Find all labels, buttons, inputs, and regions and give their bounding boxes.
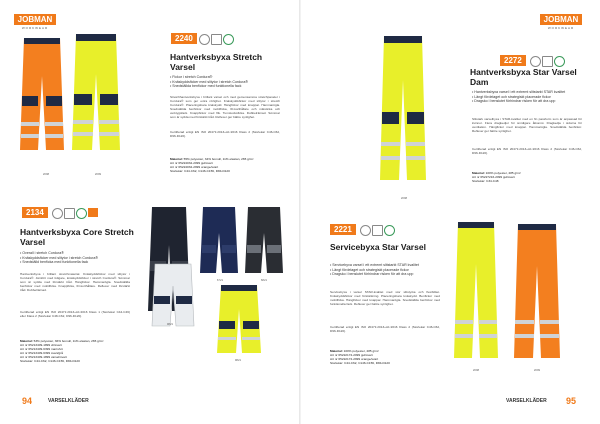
- article-line: Storlekar: C44-C62, C146-C156, D84-D120: [330, 360, 390, 365]
- product-title-2240: Hantverksbyxa Stretch Varsel: [170, 52, 263, 72]
- jobman-tagline-left: WORKWEAR: [21, 26, 49, 30]
- material-label: Material:: [330, 349, 343, 353]
- swedish-flag-icon: [88, 208, 98, 217]
- feature-item: • Overall i stretch Cordura®: [20, 251, 140, 256]
- product-spec-2134: [20, 340, 140, 363]
- page-number-left: 94: [22, 396, 33, 406]
- feature-list-2134: [20, 251, 140, 265]
- section-label-left: VARSELKLÄDER: [48, 398, 89, 404]
- material-label: Material:: [20, 339, 33, 343]
- certification-icon: [52, 208, 63, 219]
- caption-2221-b: 2099: [533, 368, 541, 372]
- product-description-2134: Hantverksbyxa i brillant stretchmaterial. Knäskyddsfickor med slitytor i Cordura®. Jämfört med tidigare, knäskyddsfickor i stretch Cordura®. Sömmar som är sydda med förstärkt tråd. Hängfickor. Hammarögla. Snedställda benfickor med mobilficka. Knappficka, ID-korthållare. Reflexer med förstärkt tråd. Dubbelrärnad.: [20, 272, 130, 292]
- article-line: Art nr 65213409-1899 varsel/svart: [20, 354, 67, 359]
- oeko-tex-icon: [76, 208, 87, 219]
- feature-item: • Dragsko i benslutet förhindrar risken för att dra upp: [472, 99, 584, 104]
- feature-list-2240: [170, 75, 290, 89]
- article-line: Art nr 65222172-2099 gul/svart: [330, 352, 373, 357]
- pants-yellow-2134-image: [215, 283, 263, 355]
- section-label-right: VARSELKLÄDER: [506, 398, 547, 404]
- certification-icon: [211, 34, 222, 45]
- feature-item: • Fickor i stretch Cordura®: [170, 75, 290, 80]
- material-value: 53% polyester, 36% bomull, 11% elastan, 265 g/m²: [33, 339, 104, 343]
- article-line: Art nr 65227216-2099 gul/svart: [472, 174, 515, 179]
- feature-item: • Längt fördelaget och strategiskt placerade fickor: [472, 95, 584, 100]
- certification-icon: [372, 225, 383, 236]
- pants-yellow-dam-image: [378, 34, 428, 184]
- jobman-logo-right: JOBMAN: [540, 14, 582, 25]
- pants-white-image: [150, 262, 196, 328]
- product-spec-2221: [330, 350, 442, 366]
- product-spec-2240: [170, 158, 290, 174]
- article-line: Art nr 65213409-1899 vit/svart: [20, 342, 62, 347]
- material-value: 100% polyester, 285 g/m²: [485, 171, 521, 175]
- pants-orange-service-image: [512, 222, 562, 362]
- certification-icon: [360, 225, 371, 236]
- jobman-tagline-right: WORKWEAR: [547, 26, 575, 30]
- article-line: Art nr 65213409-6399 svart/grå: [20, 350, 63, 355]
- product-title-2221: Servicebyxa Star Varsel: [330, 242, 426, 252]
- product-certification-2221: Certifierad enligt EN ISO 20471:2013+A1:2016 Klass 2 (Storlekar C46-C62, D96-D120).: [330, 325, 440, 333]
- page-number-right: 95: [566, 396, 577, 406]
- material-value: 100% polyester, 285 g/m²: [343, 349, 379, 353]
- product-title-2272: Hantverksbyxa Star Varsel Dam: [470, 67, 577, 87]
- oeko-tex-icon: [223, 34, 234, 45]
- feature-item: • Hantverksbyxa varsel i ett extremt slitstarkt STAR kvalitet: [472, 90, 584, 95]
- feature-list-2272: [472, 90, 584, 104]
- feature-item: • Längt fördelaget och strategiskt placerade fickor: [330, 268, 442, 273]
- article-line: Storlekar: C34-C48: [472, 178, 499, 183]
- article-line: Art nr 65224032-2099 gul/svart: [170, 160, 213, 165]
- product-certification-2272: Certifierad enligt EN ISO 20471:2013+A1:2016 Klass 2 (Storlekar C46-C62, D96-D120).: [472, 147, 582, 155]
- feature-item: • Knäskyddsficker med slitytor i stretch Cordura®: [20, 256, 140, 261]
- caption-2221-a: 2098: [472, 368, 480, 372]
- product-certification-2134: Certifierad enligt EN ISO 20471:2013+A1:2016 Klass 1 (Storlekar C44-C46) eller Klass 2 (Storlekar C48-C62, D96-D120).: [20, 310, 130, 318]
- feature-item: • Dragsko i benslutet förhindrar risken för att dra upp: [330, 272, 442, 277]
- product-description-2272: Slitstark varselbyxa i STAR-kvalitet med en fin passform som är anpassad för kvinnor. Flera dragkedjor för smidigare åtkomst. Dragkedja i sidorna för ventilation. Hängfickor med knappar. Hammarögla. Snedställda benfickor. Reflexer ger bättre synlighet.: [472, 117, 582, 133]
- product-title-2134: Hantverksbyxa Core Stretch Varsel: [20, 227, 134, 247]
- feature-item: • Servicebyxa varsel i ett extremt slitstarkt STAR kvalitet: [330, 263, 442, 268]
- oeko-tex-icon: [384, 225, 395, 236]
- article-line: Art nr 65213409-6399 marin/vit: [20, 346, 63, 351]
- feature-item: • Knäskyddsficker med slitytor i stretch Cordura®: [170, 80, 290, 85]
- pants-orange-image: [18, 36, 66, 154]
- certification-icon: [64, 208, 75, 219]
- product-code-badge-2134: 2134: [22, 207, 48, 218]
- feature-list-2221: [330, 263, 442, 277]
- product-code-badge-2272: 2272: [500, 55, 526, 66]
- certification-icon: [199, 34, 210, 45]
- certification-icon: [530, 56, 541, 67]
- product-description-2221: Servicebyxa i varsel STAR-kvalitet med stor slitstyrka och flexibilitet. Knäskyddsfickor med förstärkning. Placeringsbara knäskydd. Benfickor med mobilficka. Hängfickor med knappar. Hammarögla. Snedställda benfickor med funktionella fack. Reflexer ger bättre synlighet.: [330, 290, 440, 306]
- product-certification-2240: Certifierad enligt EN ISO 20471:2013+A1:2016 Klass 2 (Storlekar C46-C62, D96-D120).: [170, 130, 280, 138]
- pants-navy-image: [198, 205, 240, 275]
- caption-2272-a: 2098: [400, 196, 408, 200]
- caption-2134-a: 9821: [166, 322, 174, 326]
- material-label: Material:: [472, 171, 485, 175]
- page-fold: [299, 0, 301, 424]
- certification-icon: [542, 56, 553, 67]
- material-label: Material:: [170, 157, 183, 161]
- pants-yellow-service-image: [452, 220, 500, 362]
- article-line: Storlekar: C44-C62, C146-C156, D84-D120: [170, 168, 230, 173]
- caption-2134-c: 6821: [260, 278, 268, 282]
- jobman-logo-left: JOBMAN: [14, 14, 56, 25]
- caption-2240-a: 2098: [42, 172, 50, 176]
- feature-item: • Snedställd benficka med funktionella fack: [20, 260, 140, 265]
- pants-yellow-image: [70, 32, 122, 154]
- article-line: Art nr 65224032-2999 orange/svart: [170, 164, 219, 169]
- caption-2240-b: 2099: [94, 172, 102, 176]
- product-spec-2272: [472, 172, 584, 184]
- material-value: 55% polyester, 34% bomull, 11% elastan, 265 g/m²: [183, 157, 254, 161]
- product-code-badge-2240: 2240: [171, 33, 197, 44]
- article-line: Art nr 65222172-2999 orange/svart: [330, 356, 379, 361]
- product-description-2240: Stretchhantverksbyxa i brillant varsel och med gemensamma stretchpaneler i Cordura® som ger extra rörlighet. Knäskyddsfickor med slitytor i stretch Cordura®. Placeringsbara knäskydd. Hängfickor med knappar. Hammarögla. Snedställda benfickor med mobilficka, ID-korthållare och mätsticka och verktygsfack. Knappfickor med flik. Tumstocksficka. Dubbelrärnad. Sömmar som är sydda med förstärkt tråd. Reflexer ger bättre synlighet.: [170, 95, 280, 119]
- feature-item: • Snedställda benfickor med funktionella fack: [170, 84, 290, 89]
- caption-2134-b: 6721: [216, 278, 224, 282]
- pants-black-grey-image: [243, 205, 285, 275]
- product-code-badge-2221: 2221: [330, 224, 356, 235]
- oeko-tex-icon: [554, 56, 565, 67]
- article-line: Storlekar: C44-C62, C146-C156, D84-D120: [20, 358, 80, 363]
- caption-2134-d: 9821: [234, 358, 242, 362]
